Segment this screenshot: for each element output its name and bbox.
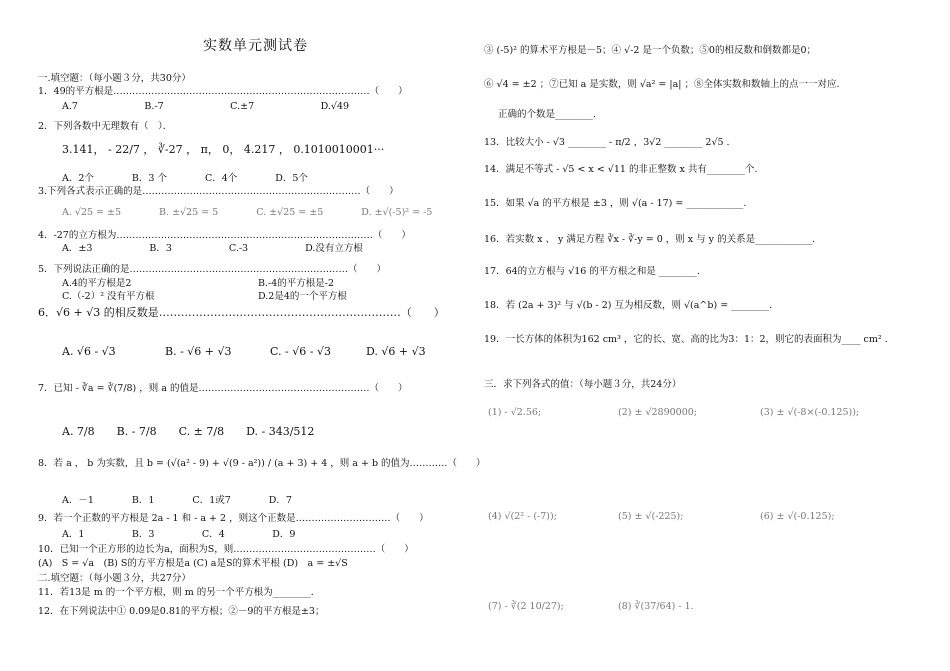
section-3-heading: 三．求下列各式的值：（每小题３分，共24分） xyxy=(484,379,682,390)
question-3: 3.下列各式表示正确的是……………………………………………………………（ ） xyxy=(38,186,399,197)
question-9: 9．若一个正数的平方根是 2a - 1 和 - a + 2 ，则这个正数是…………………………（ ） xyxy=(38,513,429,524)
question-6-option-a: A. √6 - √3 xyxy=(62,345,116,358)
question-8-options: A．－1 B．1 C．1或7 D．7 xyxy=(62,495,292,506)
question-17: 17．64的立方根与 √16 的平方根之和是 ________. xyxy=(484,266,700,277)
question-5-option-d: D.2是4的一个平方根 xyxy=(258,291,347,302)
question-12: 12．在下列说法中① 0.09是0.81的平方根；②－9的平方根是±3； xyxy=(38,606,325,617)
question-19: 19．一长方体的体积为162 cm³ ，它的长、宽、高的比为3：1：2，则它的表面积为____ cm² . xyxy=(484,334,888,345)
question-11: 11．若13是 m 的一个平方根，则 m 的另一个平方根为________． xyxy=(38,587,321,598)
question-2-numbers: 3.141， - 22/7 ， ∛-27 ， π， 0， 4.217 ， 0.1010010001··· xyxy=(62,143,385,156)
question-6-option-d: D. √6 + √3 xyxy=(366,345,426,358)
calc-7: (7) - ∛(2 10/27); xyxy=(488,601,564,612)
section-2-heading: 二.填空题：（每小题３分，共27分） xyxy=(38,573,191,584)
section-1-heading: 一.填空题：（每小题３分，共30分） xyxy=(38,73,191,84)
question-3-options: A. √25 = ±5 B. ±√25 = 5 C. ±√25 = ±5 D. ±√(-5)² = -5 xyxy=(62,207,433,218)
question-1: 1．49的平方根是………………………………………………………………………（ ） xyxy=(38,86,408,97)
calc-4: (4) √(2² - (-7)); xyxy=(488,511,557,522)
question-10: 10．已知一个正方形的边长为a，面积为S，则………………………………………（ ） xyxy=(38,544,414,555)
question-5-option-a: A.4的平方根是2 xyxy=(62,278,132,289)
question-16: 16．若实数 x 、 y 满足方程 ∛x - ∛-y = 0 ，则 x 与 y 的关系是____________. xyxy=(484,234,816,245)
question-5-option-b: B.-4的平方根是-2 xyxy=(258,278,335,289)
question-12-continued-1: ③ (-5)² 的算术平方根是－5；④ √-2 是一个负数；⑤0的相反数和倒数都是0； xyxy=(484,45,816,56)
calc-8: (8) ∛(37/64) - 1. xyxy=(618,601,694,612)
calc-5: (5) ± √(-225); xyxy=(618,511,684,522)
question-7: 7．已知 - ∛a = ∛(7/8) ，则 a 的值是………………………………………………（ ） xyxy=(38,383,408,394)
question-9-options: A．1 B．3 C．4 D．9 xyxy=(62,529,296,540)
question-6-option-b: B. - √6 + √3 xyxy=(165,345,232,358)
question-7-options: A. 7/8 B. - 7/8 C. ± 7/8 D. - 343/512 xyxy=(62,425,315,438)
question-4: 4．-27的立方根为………………………………………………………………………（ ） xyxy=(38,230,411,241)
question-2: 2．下列各数中无理数有（ ）． xyxy=(38,121,173,132)
question-8: 8．若 a ， b 为实数，且 b = (√(a² - 9) + √(9 - a²)) / (a + 3) + 4 ，则 a + b 的值为…………（ ） xyxy=(38,458,486,469)
question-2-options: A．2个 B．3 个 C．4个 D．5个 xyxy=(62,173,308,184)
question-15: 15．如果 √a 的平方根是 ±3 ，则 √(a - 17) = ____________. xyxy=(484,198,747,209)
calc-2: (2) ± √2890000; xyxy=(618,407,698,418)
calc-3: (3) ± √(-8×(-0.125)); xyxy=(760,407,860,418)
question-18: 18．若 (2a + 3)² 与 √(b - 2) 互为相反数，则 √(a^b) = ________. xyxy=(484,300,773,311)
question-12-continued-2: ⑥ √4 = ±2 ；⑦已知 a 是实数，则 √a² = |a| ；⑧全体实数和数轴上的点一一对应. xyxy=(484,79,840,90)
question-13: 13．比较大小 - √3 ________ - π/2 ，3√2 ________ 2√5 . xyxy=(484,137,730,148)
page-title: 实数单元测试卷 xyxy=(203,38,308,54)
question-6-option-c: C. - √6 - √3 xyxy=(270,345,331,358)
calc-6: (6) ± √(-0.125); xyxy=(760,511,835,522)
question-6: 6．√6 + √3 的相反数是…………………………………………………………（ ） xyxy=(38,306,445,319)
question-4-options: A．±3 B．3 C.-3 D.没有立方根 xyxy=(62,243,363,254)
question-14: 14．满足不等式 - √5 < x < √11 的非正整数 x 共有________个. xyxy=(484,164,758,175)
question-5: 5．下列说法正确的是……………………………………………………………（ ） xyxy=(38,264,387,275)
question-12-answer: 正确的个数是________. xyxy=(498,109,597,120)
question-5-option-c: C.（-2）² 没有平方根 xyxy=(62,291,155,302)
question-10-options: (A) S = √a (B) S的方平方根是a (C) a是S的算术平根 (D) a = ±√S xyxy=(38,558,348,569)
calc-1: (1) - √2.56; xyxy=(488,407,542,418)
question-1-options: A.7 B.-7 C.±7 D.√49 xyxy=(62,101,350,112)
